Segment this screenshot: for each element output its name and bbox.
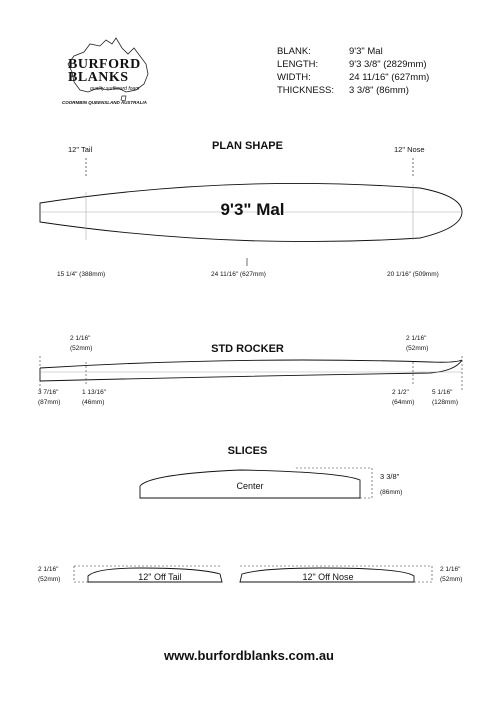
spec-label: LENGTH: bbox=[277, 59, 319, 70]
logo-line-2: BLANKS bbox=[68, 70, 129, 85]
slice-center-in: 3 3/8" bbox=[380, 472, 400, 481]
rocker-left-top bbox=[70, 334, 92, 354]
rocker-nose bbox=[432, 388, 458, 408]
slice-right-dim bbox=[440, 565, 462, 585]
spec-value: 9'3 3/8" (2829mm) bbox=[349, 59, 427, 70]
spec-value: 24 11/16" (627mm) bbox=[349, 72, 430, 83]
rocker-left-top-in: 2 1/16" bbox=[70, 335, 91, 342]
slice-tail-label: 12" Off Tail bbox=[138, 572, 182, 582]
slice-nose-label: 12" Off Nose bbox=[302, 572, 354, 582]
rocker-tail12 bbox=[82, 388, 106, 408]
spec-label: WIDTH: bbox=[277, 72, 311, 83]
slice-right-mm: (52mm) bbox=[440, 576, 463, 583]
slice-center-dim bbox=[380, 472, 402, 498]
slice-left-dim bbox=[38, 565, 60, 585]
center-width-label: 24 11/16" (627mm) bbox=[211, 271, 266, 278]
slice-center-label: Center bbox=[236, 481, 264, 491]
spec-label: BLANK: bbox=[277, 46, 311, 57]
rocker-tail12-in: 1 13/16" bbox=[82, 389, 106, 396]
logo-line-1: BURFORD bbox=[68, 57, 141, 72]
rocker-nose12-in: 2 1/2" bbox=[392, 389, 409, 396]
logo-tagline: quality surfboard foam bbox=[90, 86, 140, 92]
slices-heading: SLICES bbox=[227, 445, 268, 457]
rocker-right-top-in: 2 1/16" bbox=[406, 335, 427, 342]
rocker-tail bbox=[38, 388, 60, 408]
logo-location: COORMBIN QUEENSLAND AUSTRALIA bbox=[62, 100, 147, 105]
rocker-nose12 bbox=[392, 388, 414, 408]
slice-left-mm: (52mm) bbox=[38, 576, 61, 583]
nose-marker-label: 12" Nose bbox=[394, 145, 425, 154]
slice-left-in: 2 1/16" bbox=[38, 566, 59, 573]
website-url: www.burfordblanks.com.au bbox=[164, 648, 334, 663]
nose-width-label: 20 1/16" (509mm) bbox=[387, 271, 439, 278]
rocker-left-top-mm: (52mm) bbox=[70, 345, 93, 352]
rocker-nose-mm: (128mm) bbox=[432, 399, 459, 406]
slice-center-mm: (86mm) bbox=[380, 489, 403, 496]
rocker-tail12-mm: (46mm) bbox=[82, 399, 105, 406]
rocker-profile bbox=[40, 360, 462, 381]
rocker-right-top-mm: (52mm) bbox=[406, 345, 429, 352]
rocker-tail-in: 3 7/16" bbox=[38, 389, 59, 396]
slice-right-in: 2 1/16" bbox=[440, 566, 461, 573]
plan-shape-heading: PLAN SHAPE bbox=[212, 140, 283, 152]
spec-label: THICKNESS: bbox=[277, 85, 335, 96]
rocker-nose-in: 5 1/16" bbox=[432, 389, 453, 396]
rocker-nose12-mm: (64mm) bbox=[392, 399, 415, 406]
rocker-right-top bbox=[406, 334, 428, 354]
tail-marker-label: 12" Tail bbox=[68, 145, 93, 154]
rocker-heading: STD ROCKER bbox=[211, 343, 284, 355]
spec-value: 3 3/8" (86mm) bbox=[349, 85, 409, 96]
model-name: 9'3" Mal bbox=[220, 200, 285, 219]
tail-width-label: 15 1/4" (388mm) bbox=[57, 271, 106, 278]
spec-value: 9'3" Mal bbox=[349, 46, 383, 57]
rocker-tail-mm: (87mm) bbox=[38, 399, 61, 406]
